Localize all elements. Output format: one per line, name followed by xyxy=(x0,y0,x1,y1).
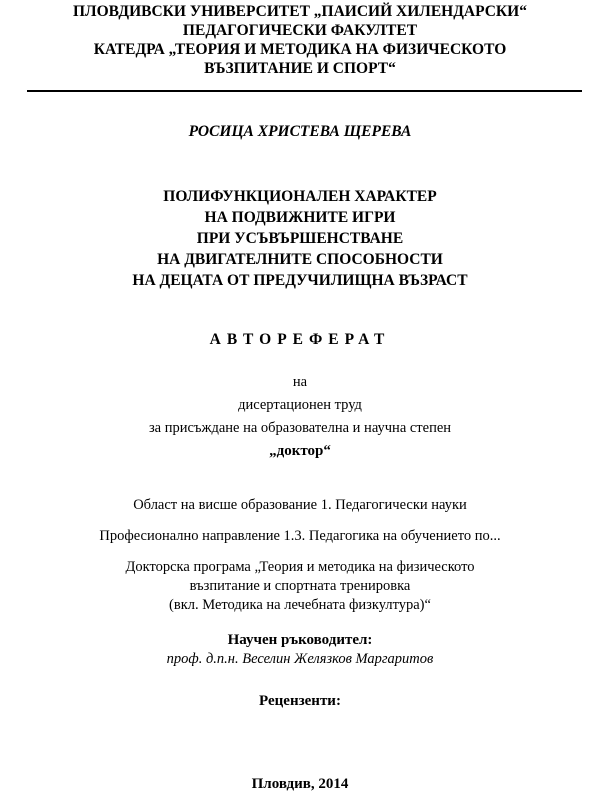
intro-on: на xyxy=(292,374,308,390)
title-line: НА ДВИГАТЕЛНИТЕ СПОСОБНОСТИ xyxy=(157,251,443,268)
degree-statement xyxy=(0,371,600,463)
institution-header xyxy=(0,2,600,78)
academic-fields xyxy=(0,496,600,615)
author-name: РОСИЦА ХРИСТЕВА ЩЕРЕВА xyxy=(188,123,412,140)
place-and-year: Пловдив, 2014 xyxy=(251,776,349,792)
title-line: НА ДЕЦАТА ОТ ПРЕДУЧИЛИЩНА ВЪЗРАСТ xyxy=(132,272,468,289)
title-line: ПОЛИФУНКЦИОНАЛЕН ХАРАКТЕР xyxy=(163,188,437,205)
faculty-name: ПЕДАГОГИЧЕСКИ ФАКУЛТЕТ xyxy=(182,22,418,39)
university-name: ПЛОВДИВСКИ УНИВЕРСИТЕТ „ПАИСИЙ ХИЛЕНДАРСКИ“ xyxy=(73,3,527,20)
doctoral-program-line: (вкл. Методика на лечебната физкултура)“ xyxy=(169,597,431,613)
intro-purpose: за присъждане на образователна и научна степен xyxy=(148,420,452,436)
degree-name: „доктор“ xyxy=(269,443,331,459)
doctoral-program-line: възпитание и спортната тренировка xyxy=(189,578,411,594)
department-name: КАТЕДРА „ТЕОРИЯ И МЕТОДИКА НА ФИЗИЧЕСКОТО xyxy=(93,41,507,58)
reviewers-label: Рецензенти: xyxy=(259,693,341,709)
title-line: ПРИ УСЪВЪРШЕНСТВАНЕ xyxy=(196,230,404,247)
professional-direction: Професионално направление 1.3. Педагогика на обучението по... xyxy=(99,528,501,544)
supervisor-name: проф. д.п.н. Веселин Желязков Маргаритов xyxy=(166,651,434,667)
header-divider xyxy=(27,90,582,92)
supervisor-block xyxy=(0,631,600,669)
abstract-heading: АВТОРЕФЕРАТ xyxy=(209,331,391,348)
department-name-continued: ВЪЗПИТАНИЕ И СПОРТ“ xyxy=(204,60,396,77)
higher-education-area: Област на висше образование 1. Педагогически науки xyxy=(133,497,467,513)
intro-work: дисертационен труд xyxy=(238,397,362,413)
dissertation-title xyxy=(0,186,600,291)
doctoral-program-line: Докторска програма „Теория и методика на физическото xyxy=(125,559,475,575)
title-line: НА ПОДВИЖНИТЕ ИГРИ xyxy=(204,209,396,226)
supervisor-label: Научен ръководител: xyxy=(227,632,373,648)
